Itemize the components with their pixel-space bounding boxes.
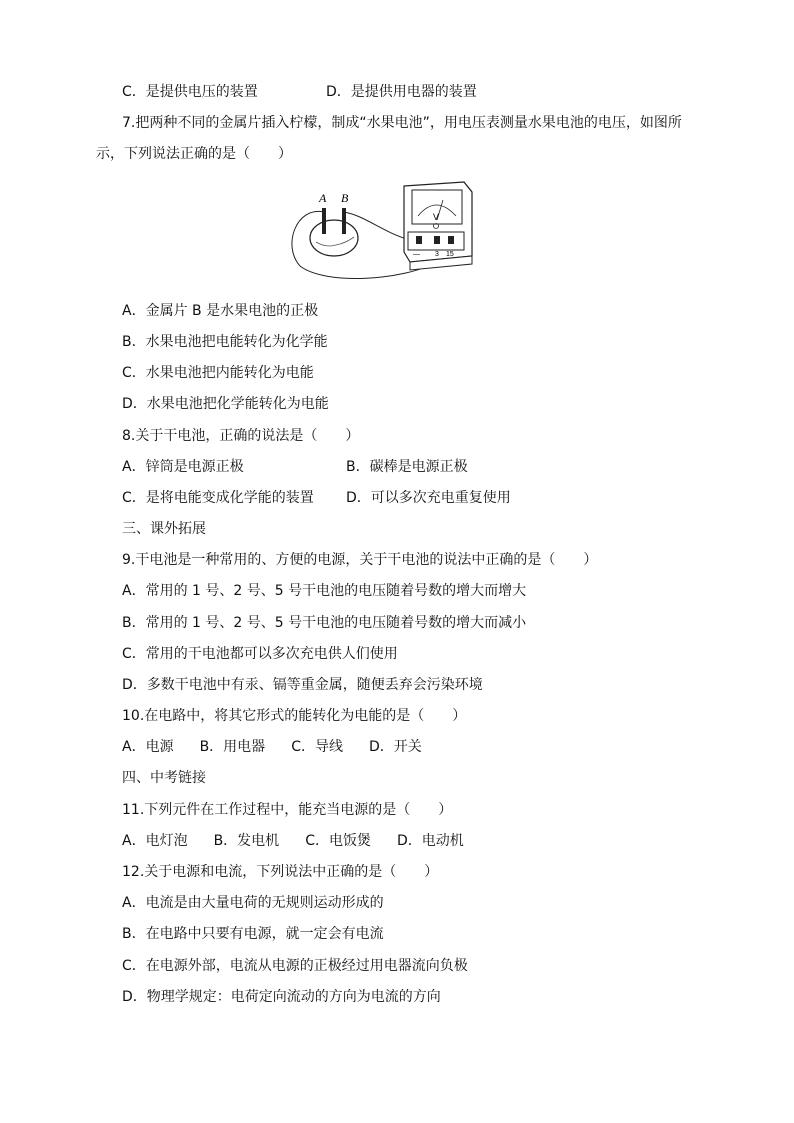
q11-option-b: B．发电机 bbox=[213, 833, 280, 849]
q8-option-b: B．碳棒是电源正极 bbox=[346, 459, 468, 475]
terminal-neg: — bbox=[413, 251, 420, 258]
q7-option-d: D．水果电池把化学能转化为电能 bbox=[122, 396, 329, 412]
q7-option-a: A．金属片 B 是水果电池的正极 bbox=[122, 303, 319, 319]
q8-stem: 8.关于干电池，正确的说法是（ ） bbox=[122, 428, 360, 444]
q10-option-d: D．开关 bbox=[368, 739, 422, 755]
section-heading-3: 三、课外拓展 bbox=[122, 521, 206, 537]
q10-option-c: C．导线 bbox=[291, 739, 343, 755]
q9-option-c: C．常用的干电池都可以多次充电供人们使用 bbox=[122, 646, 398, 662]
meter-symbol: V bbox=[433, 212, 440, 222]
q7-option-b: B．水果电池把电能转化为化学能 bbox=[122, 334, 328, 350]
q7-option-c: C．水果电池把内能转化为电能 bbox=[122, 365, 314, 381]
fruit-battery-figure bbox=[286, 176, 482, 284]
q11-stem: 11.下列元件在工作过程中，能充当电源的是（ ） bbox=[122, 802, 453, 818]
q10-option-b: B．用电器 bbox=[199, 739, 266, 755]
q8-option-a: A．锌筒是电源正极 bbox=[122, 459, 244, 475]
q9-option-b: B．常用的 1 号、2 号、5 号干电池的电压随着号数的增大而减小 bbox=[122, 615, 527, 631]
q11-option-d: D．电动机 bbox=[396, 833, 464, 849]
q12-option-a: A．电流是由大量电荷的无规则运动形成的 bbox=[122, 895, 384, 911]
q12-stem: 12.关于电源和电流，下列说法中正确的是（ ） bbox=[122, 864, 439, 880]
q8-option-c: C．是将电能变成化学能的装置 bbox=[122, 490, 314, 506]
lemon bbox=[310, 220, 358, 256]
label-b: B bbox=[341, 191, 349, 205]
q7-stem-line1: 7.把两种不同的金属片插入柠檬，制成“水果电池”，用电压表测量水果电池的电压，如图所 bbox=[122, 115, 682, 131]
q10-options bbox=[122, 738, 422, 756]
q6-option-d: D．是提供用电器的装置 bbox=[326, 84, 477, 100]
section-heading-4: 四、中考链接 bbox=[122, 770, 206, 786]
q12-option-b: B．在电路中只要有电源，就一定会有电流 bbox=[122, 926, 384, 942]
q12-option-d: D．物理学规定：电荷定向流动的方向为电流的方向 bbox=[122, 989, 441, 1005]
label-a: A bbox=[319, 191, 327, 205]
voltmeter bbox=[404, 182, 472, 270]
q11-options bbox=[122, 832, 464, 850]
terminal-3: 3 bbox=[435, 251, 439, 258]
terminal-15: 15 bbox=[446, 251, 454, 258]
q10-option-a: A．电源 bbox=[122, 739, 174, 755]
q6-option-c: C．是提供电压的装置 bbox=[122, 84, 258, 100]
q9-option-a: A．常用的 1 号、2 号、5 号干电池的电压随着号数的增大而增大 bbox=[122, 583, 527, 599]
q9-option-d: D．多数干电池中有汞、镉等重金属，随便丢弃会污染环境 bbox=[122, 677, 483, 693]
q8-option-d: D．可以多次充电重复使用 bbox=[346, 490, 511, 506]
q9-stem: 9.干电池是一种常用的、方便的电源，关于干电池的说法中正确的是（ ） bbox=[122, 552, 598, 568]
q11-option-a: A．电灯泡 bbox=[122, 833, 188, 849]
q10-stem: 10.在电路中，将其它形式的能转化为电能的是（ ） bbox=[122, 708, 467, 724]
q7-stem-line2: 示，下列说法正确的是（ ） bbox=[96, 146, 292, 162]
q11-option-c: C．电饭煲 bbox=[305, 833, 371, 849]
q12-option-c: C．在电源外部，电流从电源的正极经过用电器流向负极 bbox=[122, 958, 468, 974]
